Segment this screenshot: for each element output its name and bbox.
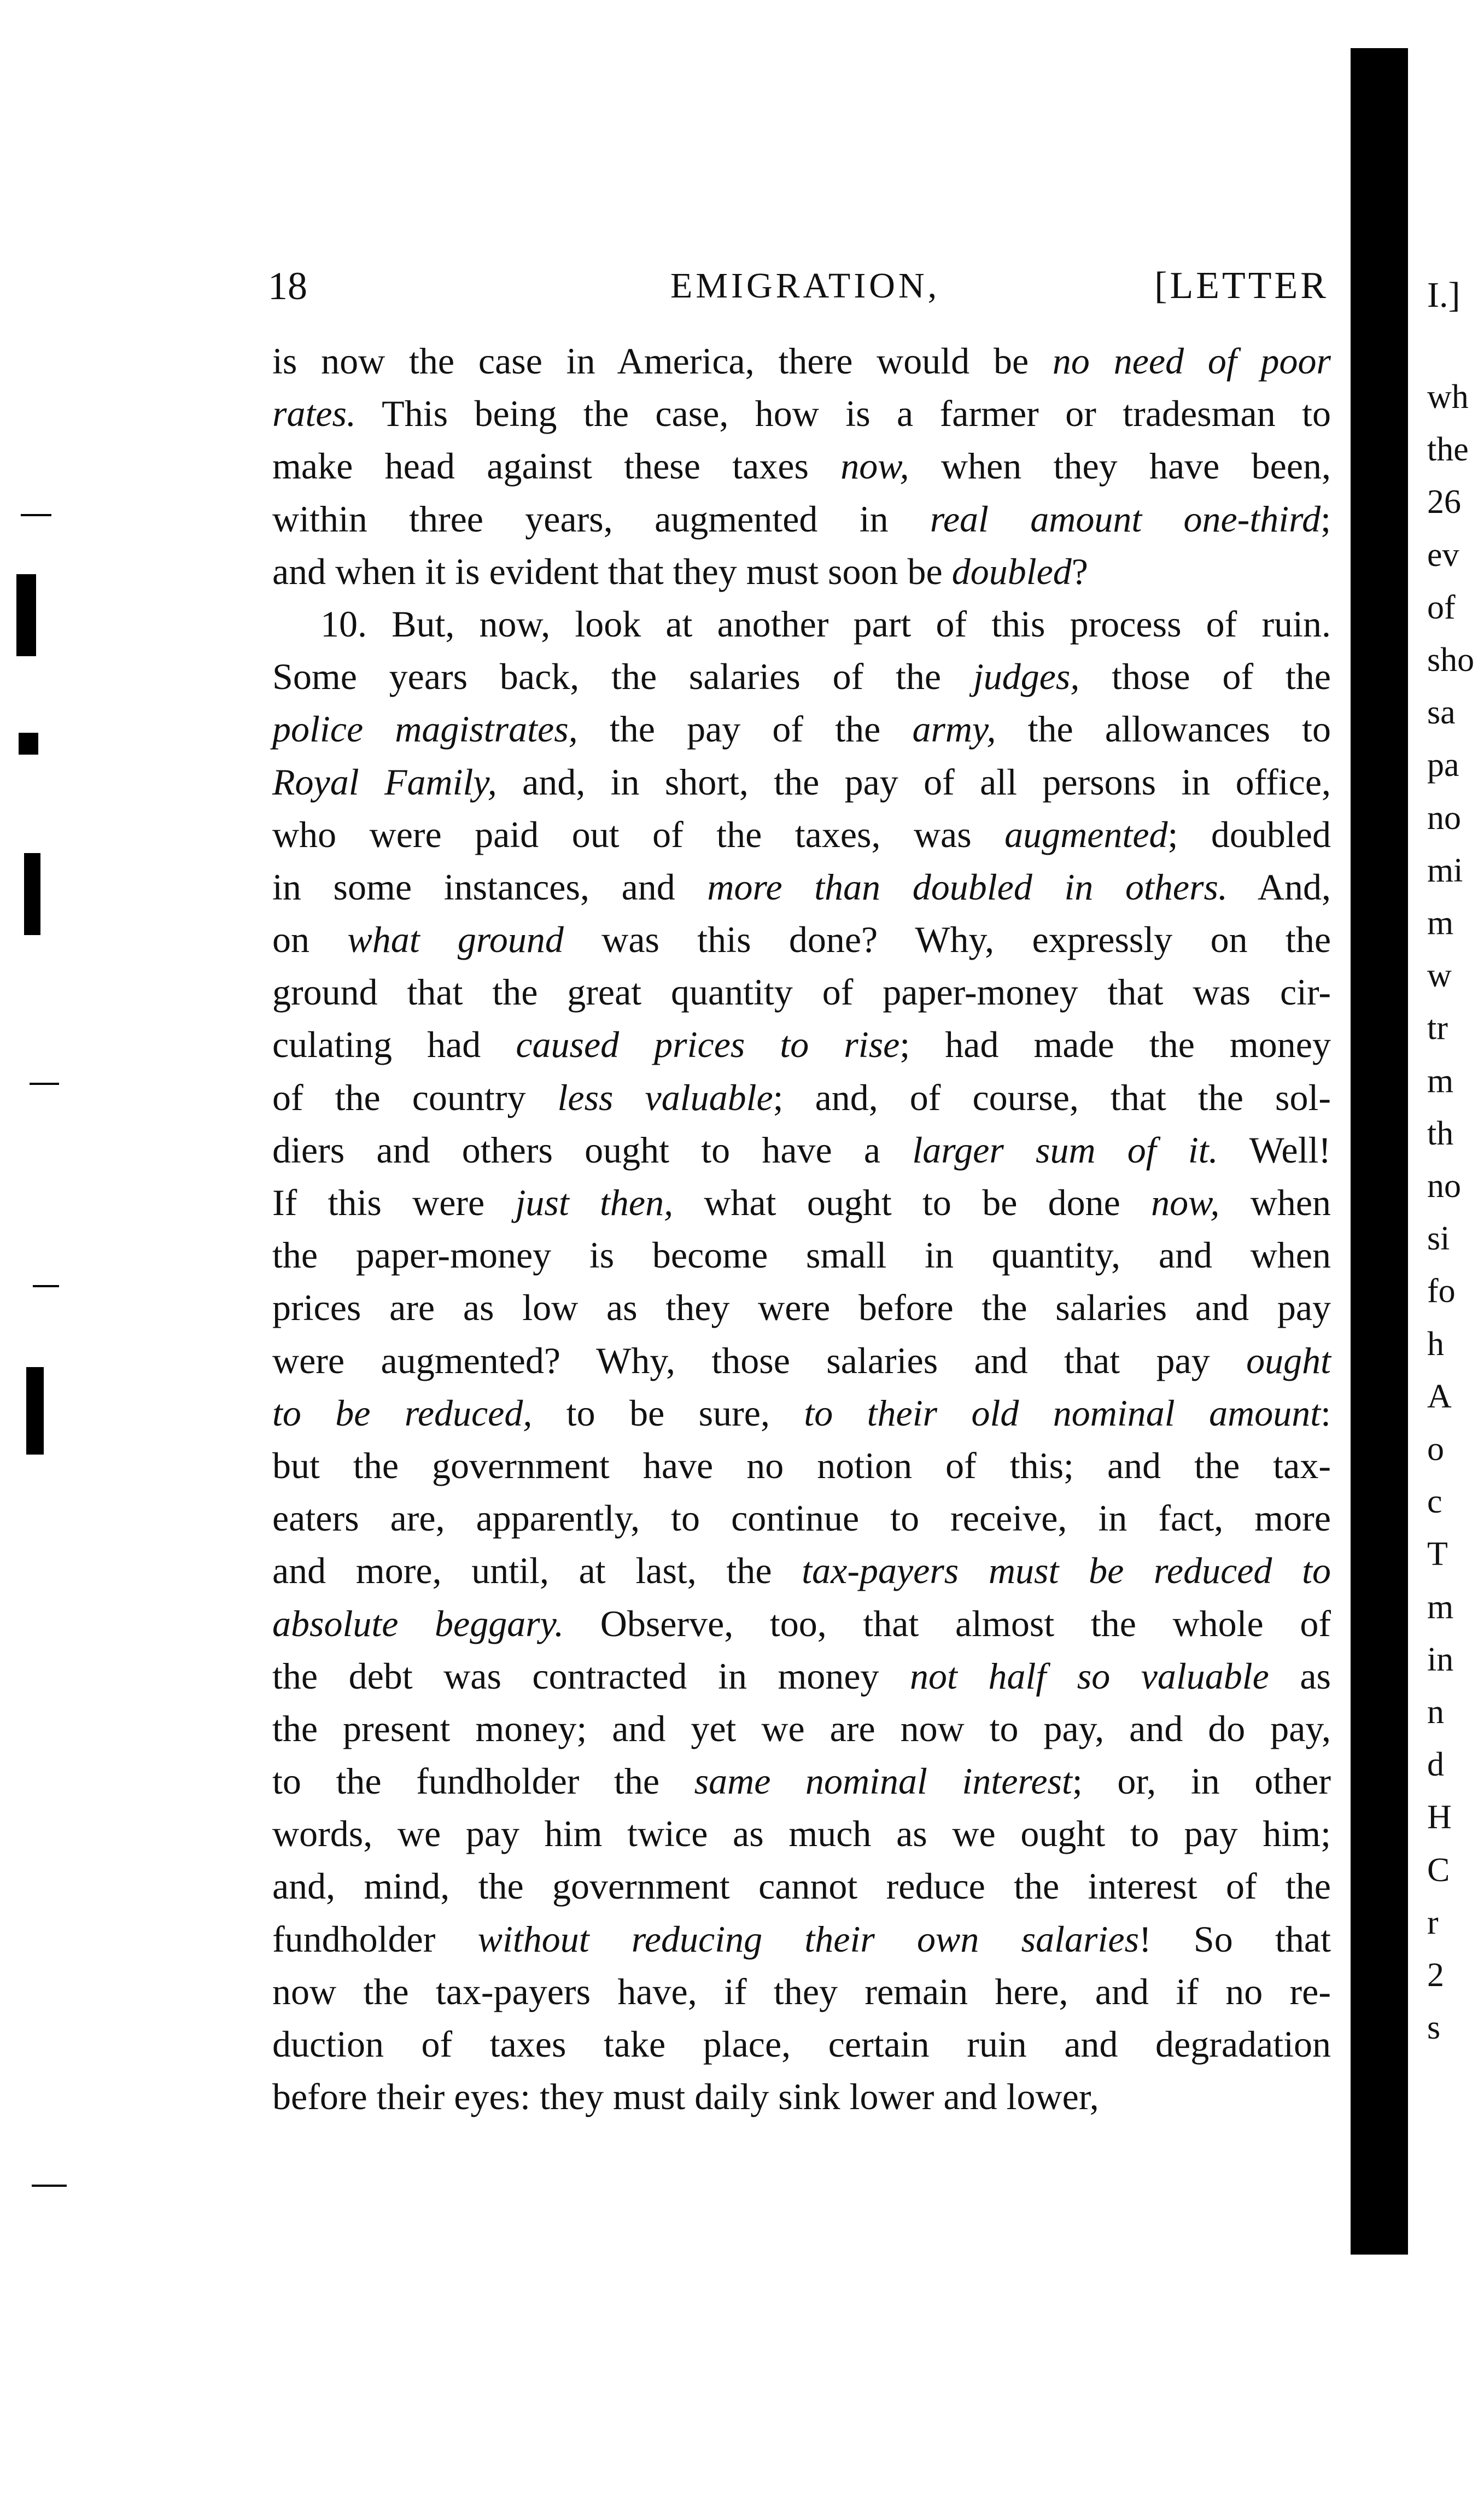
next-page-fragment: H	[1427, 1799, 1452, 1836]
text-line	[272, 1229, 1331, 1281]
text-line	[272, 1281, 1331, 1334]
text-segment: what ought to be done	[673, 1182, 1152, 1223]
next-page-fragments	[1427, 273, 1484, 2065]
text-segment: on	[272, 919, 348, 961]
text-segment: now the tax-payers have, if they remain here, and if no re-	[272, 1970, 1331, 2012]
text-segment: This being the case, how is a farmer or tradesman to	[356, 393, 1331, 435]
text-segment: is now the case in America, there would be	[272, 340, 1053, 382]
italic-segment: Royal Family,	[272, 761, 497, 803]
text-segment: the debt was contracted in money	[272, 1655, 910, 1697]
text-segment: to be sure,	[532, 1392, 804, 1434]
text-segment: when they have been,	[909, 445, 1331, 487]
text-line	[272, 440, 1331, 492]
text-line	[272, 1439, 1331, 1492]
text-line	[272, 861, 1331, 913]
text-line	[272, 387, 1331, 440]
text-segment: those of the	[1079, 656, 1331, 698]
text-line	[272, 335, 1331, 387]
text-segment: the allowances to	[996, 708, 1331, 750]
text-segment: culating had	[272, 1024, 516, 1066]
text-line	[272, 545, 1331, 598]
next-page-fragment: fo	[1427, 1272, 1456, 1310]
italic-segment: just then,	[515, 1182, 674, 1223]
text-line	[272, 756, 1331, 808]
edge-mark	[21, 514, 51, 516]
text-segment: eaters are, apparently, to continue to receive, in fact, more	[272, 1497, 1331, 1539]
text-line	[272, 1650, 1331, 1702]
next-page-fragment: si	[1427, 1220, 1450, 1258]
text-line	[272, 703, 1331, 755]
next-page-fragment: pa	[1427, 746, 1459, 784]
text-line	[272, 966, 1331, 1018]
text-segment: ! So that	[1139, 1918, 1331, 1960]
binding-gutter-shadow	[1351, 48, 1408, 2255]
text-line	[272, 650, 1331, 703]
text-segment: ground that the great quantity of paper-money that was cir-	[272, 971, 1331, 1013]
next-page-fragment: h	[1427, 1325, 1444, 1363]
text-line	[272, 1544, 1331, 1597]
italic-segment: rates.	[272, 393, 356, 435]
next-page-fragment: s	[1427, 2009, 1441, 2047]
text-segment: ?	[1071, 550, 1088, 592]
italic-segment: now,	[840, 445, 909, 487]
next-page-fragment: of	[1427, 588, 1456, 626]
italic-segment: same nominal interest	[694, 1760, 1072, 1802]
next-page-fragment: sa	[1427, 694, 1456, 732]
next-page-fragment: wh	[1427, 378, 1469, 416]
next-page-fragment: n	[1427, 1694, 1444, 1731]
text-segment: 10. But, now, look at another part of this process of ruin.	[320, 603, 1331, 645]
edge-mark	[16, 574, 36, 656]
next-page-fragment: r	[1427, 1904, 1439, 1941]
text-segment: was this done? Why, expressly on the	[563, 919, 1331, 961]
italic-segment: to be reduced,	[272, 1392, 533, 1434]
next-page-fragment: m	[1427, 1062, 1454, 1100]
text-line	[272, 1755, 1331, 1807]
text-segment: diers and others ought to have a	[272, 1129, 913, 1171]
text-segment: and, in short, the pay of all persons in office,	[496, 761, 1331, 803]
text-line	[272, 1965, 1331, 2018]
text-line	[272, 808, 1331, 861]
next-page-fragment: c	[1427, 1483, 1442, 1521]
text-line	[272, 1860, 1331, 1912]
next-page-fragment: mi	[1427, 851, 1463, 889]
text-segment: as	[1269, 1655, 1331, 1697]
italic-segment: less valuable	[557, 1076, 773, 1118]
italic-segment: real amount one-third	[930, 498, 1321, 540]
text-segment: and more, until, at last, the	[272, 1550, 802, 1592]
running-head	[268, 261, 1329, 311]
next-page-fragment: no	[1427, 799, 1461, 837]
next-page-fragment: m	[1427, 1588, 1454, 1626]
text-segment: were augmented? Why, those salaries and that pay	[272, 1339, 1247, 1381]
next-page-fragment: sho	[1427, 641, 1475, 679]
text-segment: fundholder	[272, 1918, 478, 1960]
next-page-fragment: the	[1427, 431, 1469, 469]
next-page-fragment: in	[1427, 1640, 1454, 1678]
text-segment: in some instances, and	[272, 866, 708, 908]
text-line	[272, 2070, 1331, 2123]
text-segment: make head against these taxes	[272, 445, 841, 487]
italic-segment: now,	[1151, 1182, 1220, 1223]
next-page-fragment: w	[1427, 957, 1452, 995]
body-text	[272, 335, 1331, 2123]
text-segment: ; and, of course, that the sol-	[773, 1076, 1331, 1118]
edge-mark	[19, 733, 38, 755]
edge-mark	[32, 2185, 67, 2187]
next-page-fragment: d	[1427, 1746, 1444, 1784]
text-line	[272, 1597, 1331, 1650]
next-page-head: I.]	[1427, 275, 1460, 315]
text-line	[272, 493, 1331, 545]
text-segment: ; doubled	[1167, 813, 1331, 855]
italic-segment: augmented	[1004, 813, 1168, 855]
italic-segment: doubled	[951, 550, 1072, 592]
edge-mark	[26, 1367, 44, 1455]
italic-segment: police magistrates,	[272, 708, 578, 750]
italic-segment: more than doubled in others.	[707, 866, 1228, 908]
next-page-fragment: o	[1427, 1431, 1444, 1468]
text-line	[272, 2018, 1331, 2070]
text-segment: ;	[1321, 498, 1331, 540]
text-segment: Well!	[1218, 1129, 1331, 1171]
text-segment: the paper-money is become small in quantity, and when	[272, 1234, 1331, 1276]
letter-label: [LETTER	[1154, 265, 1329, 307]
next-page-fragment: C	[1427, 1851, 1450, 1889]
text-segment: duction of taxes take place, certain ruin and degradation	[272, 2023, 1331, 2065]
next-page-fragment: m	[1427, 904, 1454, 942]
text-segment: before their eyes: they must daily sink lower and lower,	[272, 2076, 1099, 2118]
text-line	[272, 1071, 1331, 1124]
text-line	[272, 1176, 1331, 1229]
running-title: EMIGRATION,	[670, 266, 940, 306]
text-line	[272, 1124, 1331, 1176]
next-page-fragment: T	[1427, 1535, 1448, 1573]
italic-segment: larger sum of it.	[912, 1129, 1218, 1171]
next-page-fragment: A	[1427, 1377, 1452, 1415]
italic-segment: no need of poor	[1052, 340, 1331, 382]
edge-mark	[24, 853, 40, 935]
italic-segment: ought	[1246, 1339, 1331, 1381]
text-segment: the present money; and yet we are now to pay, and do pay,	[272, 1707, 1331, 1749]
next-page-fragment: tr	[1427, 1009, 1448, 1047]
text-segment: And,	[1228, 866, 1331, 908]
text-line	[272, 598, 1331, 650]
next-page-fragment: no	[1427, 1167, 1461, 1205]
text-line	[272, 913, 1331, 966]
text-segment: within three years, augmented in	[272, 498, 930, 540]
text-line	[272, 1913, 1331, 1965]
text-segment: of the country	[272, 1076, 558, 1118]
text-segment: when	[1219, 1182, 1331, 1223]
page-number: 18	[268, 264, 307, 308]
italic-segment: without reducing their own salaries	[477, 1918, 1140, 1960]
italic-segment: what ground	[347, 919, 564, 961]
italic-segment: caused prices to rise	[516, 1024, 900, 1066]
italic-segment: absolute beggary.	[272, 1602, 564, 1644]
text-segment: Observe, too, that almost the whole of	[564, 1602, 1331, 1644]
text-segment: the pay of the	[577, 708, 913, 750]
italic-segment: tax-payers must be reduced to	[802, 1550, 1331, 1592]
text-line	[272, 1702, 1331, 1755]
edge-mark	[33, 1285, 59, 1287]
italic-segment: judges,	[973, 656, 1080, 698]
text-segment: ; or, in other	[1072, 1760, 1331, 1802]
text-segment: :	[1321, 1392, 1331, 1434]
text-segment: words, we pay him twice as much as we ought to pay him;	[272, 1813, 1331, 1855]
text-line	[272, 1018, 1331, 1071]
italic-segment: to their old nominal amount	[804, 1392, 1321, 1434]
text-line	[272, 1807, 1331, 1860]
edge-mark	[30, 1083, 59, 1085]
next-page-fragment: th	[1427, 1114, 1454, 1152]
text-segment: Some years back, the salaries of the	[272, 656, 973, 698]
next-page-fragment: 26	[1427, 483, 1461, 521]
italic-segment: not half so valuable	[910, 1655, 1269, 1697]
text-segment: ; had made the money	[899, 1024, 1331, 1066]
text-segment: to the fundholder the	[272, 1760, 694, 1802]
text-segment: prices are as low as they were before the salaries and pay	[272, 1287, 1331, 1329]
text-line	[272, 1334, 1331, 1387]
text-segment: and, mind, the government cannot reduce the interest of the	[272, 1865, 1331, 1907]
text-segment: and when it is evident that they must soon be	[272, 550, 952, 592]
italic-segment: army,	[912, 708, 996, 750]
text-segment: If this were	[272, 1182, 516, 1223]
text-segment: who were paid out of the taxes, was	[272, 813, 1005, 855]
text-line	[272, 1492, 1331, 1544]
text-line	[272, 1387, 1331, 1439]
next-page-fragment: ev	[1427, 536, 1459, 574]
next-page-fragment: 2	[1427, 1957, 1444, 1994]
text-segment: but the government have no notion of this; and the tax-	[272, 1444, 1331, 1486]
